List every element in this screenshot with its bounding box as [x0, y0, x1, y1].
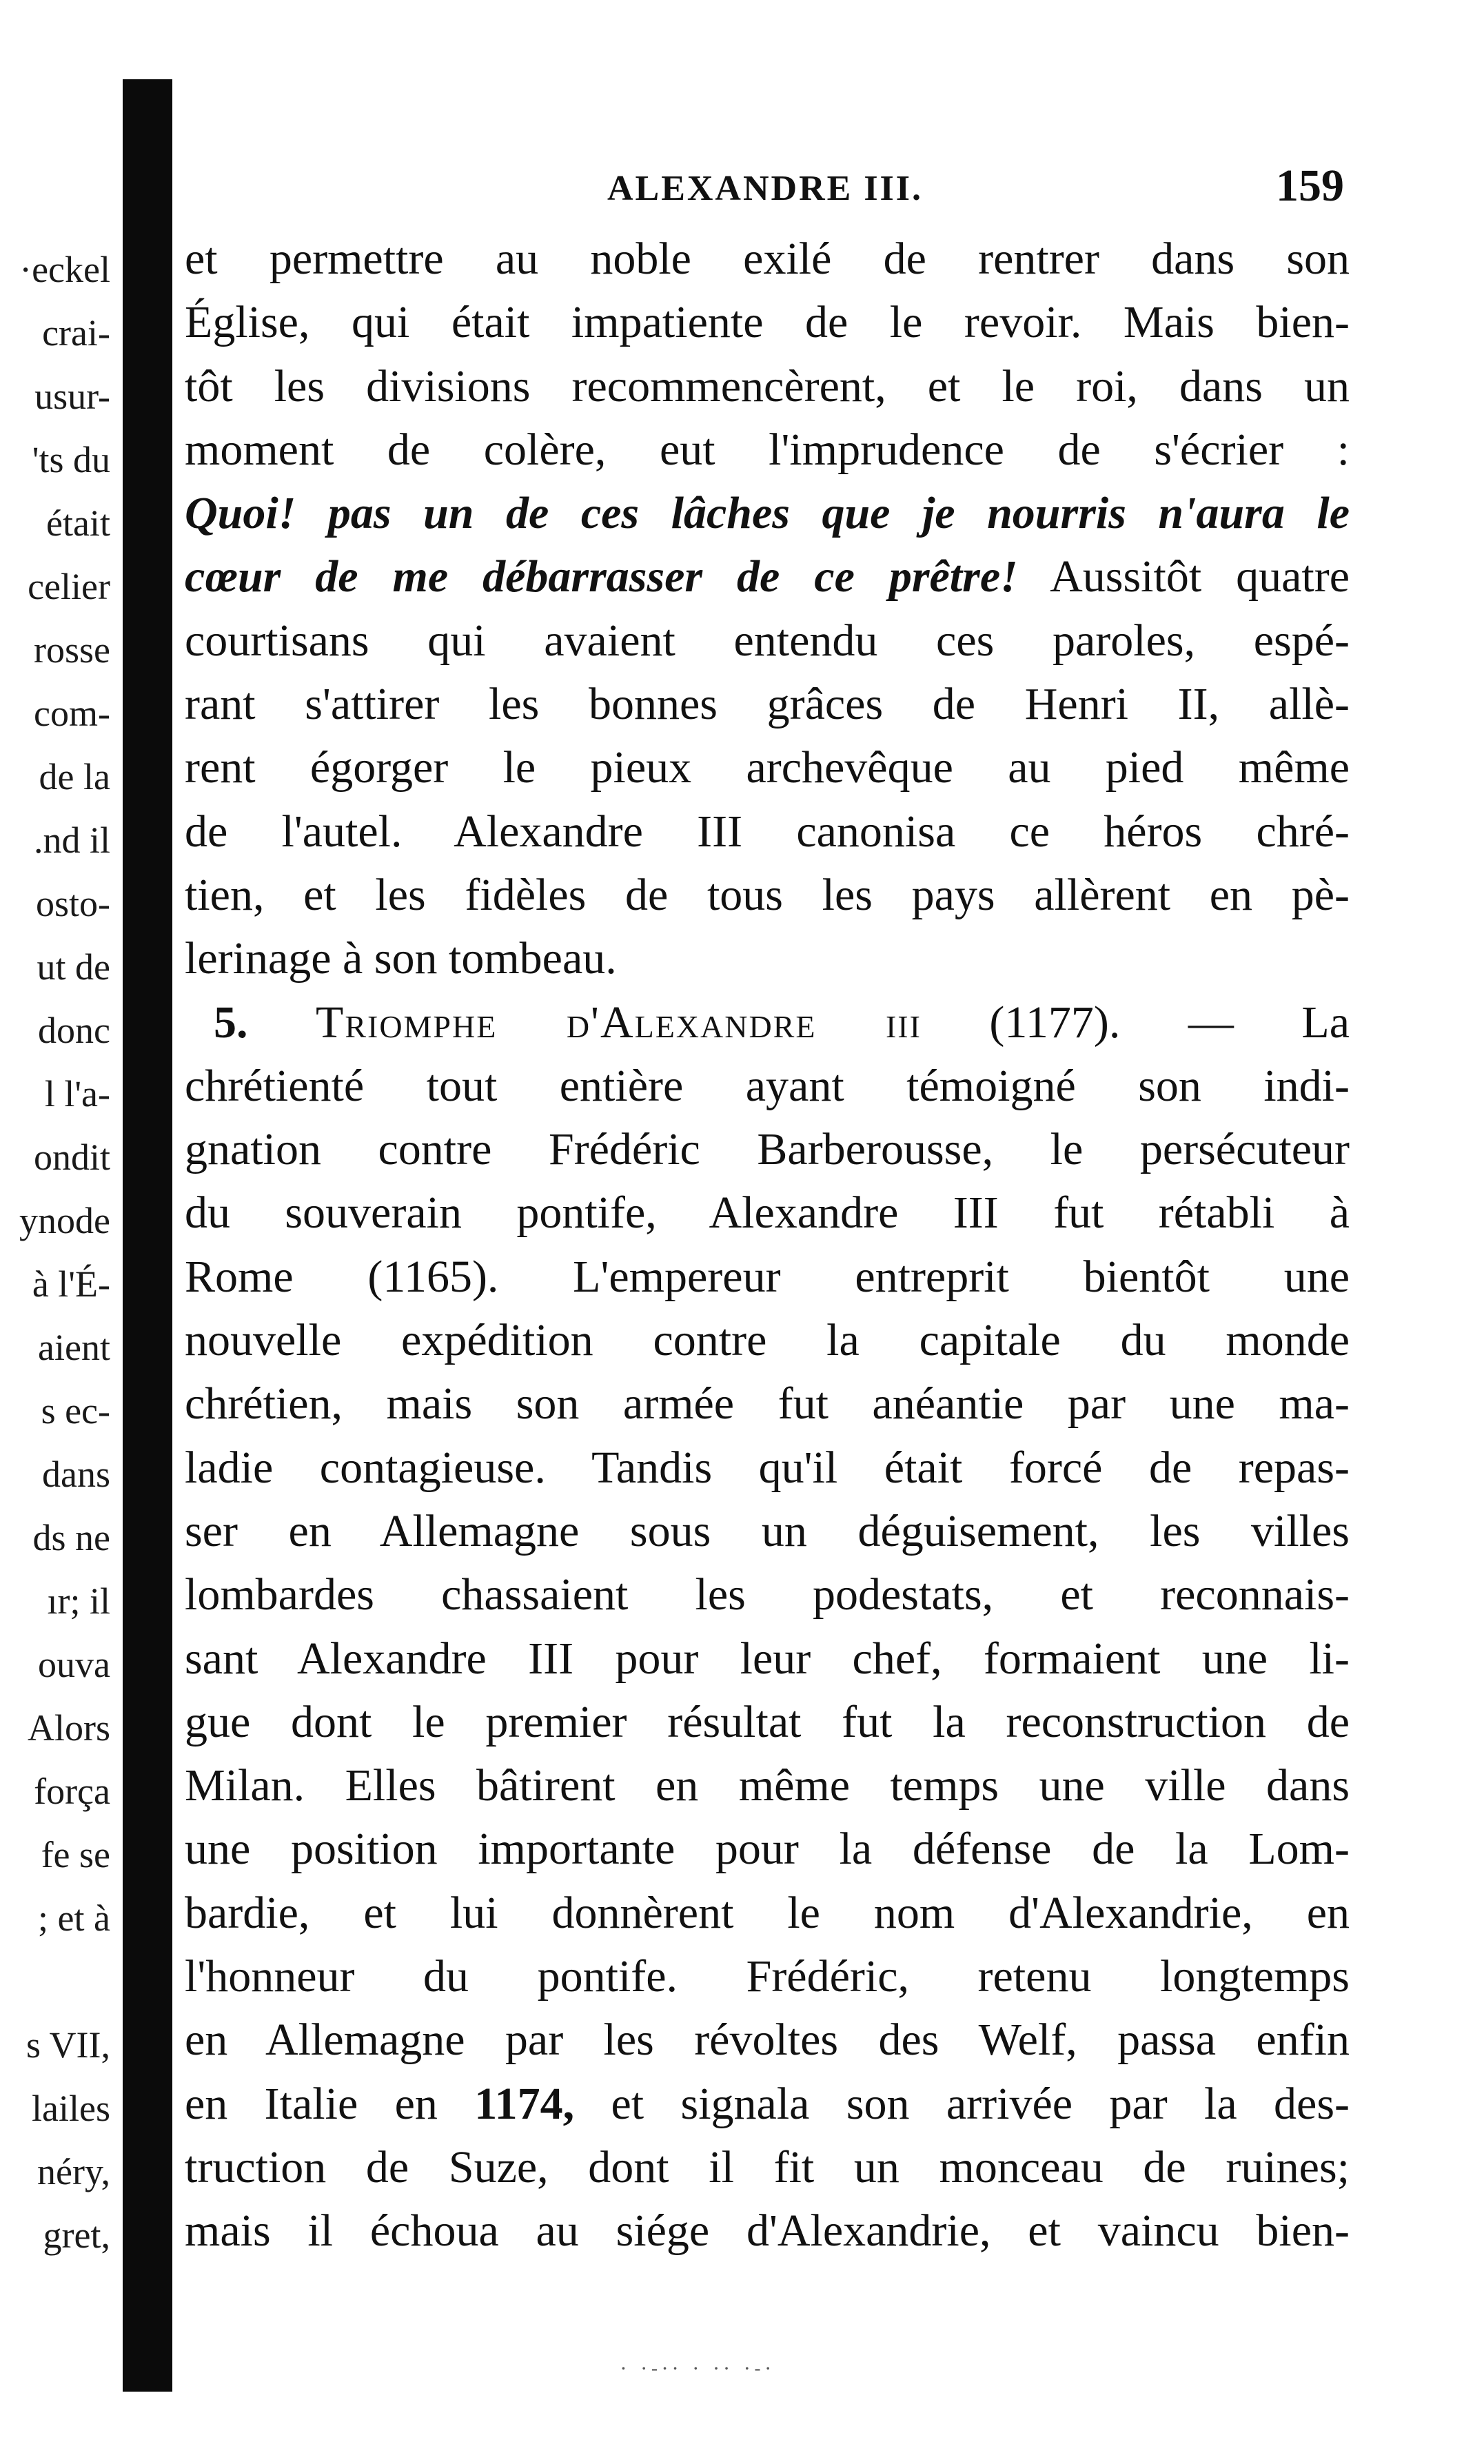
fragment-line: ynode: [19, 1200, 110, 1241]
fragment-line: usur-: [34, 376, 110, 417]
facing-page-fragments: [0, 238, 110, 2267]
fragment-line: gret,: [43, 2214, 110, 2256]
fragment-line: ouva: [38, 1644, 110, 1685]
text-line: chrétien, mais son armée fut anéantie par une ma-: [185, 1378, 1350, 1429]
fragment-line: s ec-: [41, 1390, 110, 1432]
text-line: du souverain pontife, Alexandre III fut rétabli à: [185, 1188, 1350, 1239]
text-line: mais il échoua au siége d'Alexandrie, et vaincu bien-: [185, 2206, 1350, 2257]
text-line-italic: Quoi! pas un de ces lâches que je nourris n'aura le: [185, 488, 1350, 539]
text-span: Aussitôt quatre: [1050, 551, 1350, 602]
text-line: rant s'attirer les bonnes grâces de Henri II, allè-: [185, 679, 1350, 730]
year-bold: 1174,: [474, 2078, 575, 2129]
text-line: ladie contagieuse. Tandis qu'il était forcé de repas-: [185, 1442, 1350, 1493]
text-line: tien, et les fidèles de tous les pays allèrent en pè-: [185, 869, 1350, 920]
text-line: chrétienté tout entière ayant témoigné son indi-: [185, 1060, 1350, 1111]
fragment-line: osto-: [36, 883, 110, 924]
fragment-line: de la: [39, 756, 110, 797]
text-line: nouvelle expédition contre la capitale du monde: [185, 1315, 1350, 1366]
scan-specks: · ·-·· · ·· ·-·: [620, 2357, 775, 2380]
fragment-line: [0, 1950, 110, 2013]
body-text: [185, 227, 1350, 2263]
fragment-line: l l'a-: [44, 1073, 110, 1114]
fragment-line: donc: [38, 1010, 110, 1051]
text-line: une position importante pour la défense de la Lom-: [185, 1824, 1350, 1875]
fragment-line: ır; il: [47, 1580, 110, 1622]
text-line: courtisans qui avaient entendu ces paroles, espé-: [185, 615, 1350, 666]
section-date: (1177). — La: [989, 997, 1350, 1048]
fragment-line: aient: [38, 1327, 110, 1368]
fragment-line: ut de: [37, 946, 110, 988]
text-line: tôt les divisions recommencèrent, et le roi, dans un: [185, 360, 1350, 411]
fragment-line: dans: [42, 1454, 110, 1495]
fragment-line: ·eckel: [19, 249, 110, 290]
page-number: 159: [1276, 161, 1344, 211]
text-line: l'honneur du pontife. Frédéric, retenu longtemps: [185, 1951, 1350, 2002]
fragment-line: rosse: [34, 629, 110, 671]
italic-quote: cœur de me débarrasser de ce prêtre!: [185, 551, 1018, 602]
text-line: de l'autel. Alexandre III canonisa ce héros chré-: [185, 806, 1350, 857]
running-title: ALEXANDRE III.: [607, 169, 924, 208]
fragment-line: était: [46, 502, 110, 544]
fragment-line: néry,: [37, 2151, 110, 2192]
fragment-line: fe se: [41, 1834, 110, 1875]
text-line: ser en Allemagne sous un déguisement, les villes: [185, 1505, 1350, 1556]
text-line: lombardes chassaient les podestats, et reconnais-: [185, 1569, 1350, 1620]
fragment-line: Alors: [28, 1707, 110, 1749]
section-number: 5.: [214, 997, 248, 1048]
fragment-line: 'ts du: [32, 439, 110, 480]
fragment-line: ; et à: [38, 1897, 110, 1939]
fragment-line: .nd il: [33, 819, 110, 861]
fragment-line: s VII,: [26, 2024, 110, 2066]
fragment-line: crai-: [42, 312, 110, 354]
text-line: gue dont le premier résultat fut la reconstruction de: [185, 1696, 1350, 1747]
section-title: Triomphe d'Alexandre iii: [316, 997, 922, 1048]
text-line: en Allemagne par les révoltes des Welf, passa enfin: [185, 2015, 1350, 2066]
fragment-line: lailes: [32, 2088, 110, 2129]
fragment-line: força: [34, 1771, 110, 1812]
text-line: bardie, et lui donnèrent le nom d'Alexandrie, en: [185, 1887, 1350, 1938]
fragment-line: ondit: [33, 1137, 110, 1178]
fragment-line: ds ne: [32, 1517, 110, 1558]
text-line-mixed: [185, 2073, 1350, 2136]
text-line: gnation contre Frédéric Barberousse, le persécuteur: [185, 1124, 1350, 1175]
fragment-line: à l'É-: [32, 1263, 110, 1305]
text-line: sant Alexandre III pour leur chef, formaient une li-: [185, 1633, 1350, 1684]
text-line: lerinage à son tombeau.: [185, 933, 617, 984]
running-header: [186, 160, 1344, 215]
binding-gutter-shadow: [123, 79, 172, 2392]
fragment-line: com-: [34, 693, 110, 734]
fragment-line: celier: [28, 566, 110, 607]
text-line: Rome (1165). L'empereur entreprit bientôt une: [185, 1251, 1350, 1302]
text-line: Milan. Elles bâtirent en même temps une ville dans: [185, 1760, 1350, 1811]
text-line: moment de colère, eut l'imprudence de s'écrier :: [185, 424, 1350, 475]
text-line-mixed: [185, 545, 1350, 609]
text-line: Église, qui était impatiente de le revoir. Mais bien-: [185, 297, 1350, 348]
section-heading-line: [185, 991, 1350, 1055]
text-span: et signala son arrivée par la des-: [611, 2078, 1350, 2129]
text-span: en Italie en: [185, 2078, 438, 2129]
text-line: truction de Suze, dont il fit un monceau de ruines;: [185, 2141, 1350, 2192]
text-line: rent égorger le pieux archevêque au pied même: [185, 742, 1350, 793]
text-line: et permettre au noble exilé de rentrer dans son: [185, 234, 1350, 284]
